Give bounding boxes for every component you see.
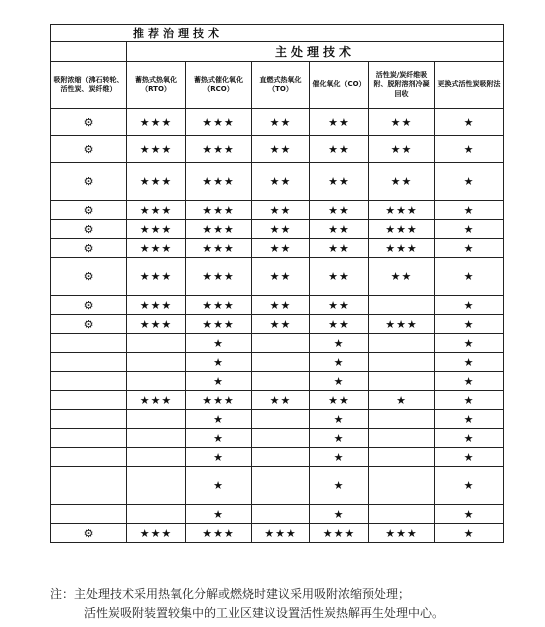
- rating-stars: [252, 353, 310, 372]
- gear-icon: ⚙: [51, 109, 127, 136]
- rating-stars: ★: [435, 136, 504, 163]
- table-row: [51, 334, 504, 353]
- gear-icon: ⚙: [51, 239, 127, 258]
- rating-stars: ★★★: [186, 296, 252, 315]
- rating-stars: [252, 334, 310, 353]
- rating-stars: [252, 410, 310, 429]
- rating-stars: ★: [310, 410, 369, 429]
- gear-icon: ⚙: [51, 258, 127, 296]
- table-row: [51, 315, 504, 334]
- rating-stars: [127, 448, 186, 467]
- rating-stars: [252, 448, 310, 467]
- rating-stars: ★★: [252, 220, 310, 239]
- rating-stars: ★★★: [127, 296, 186, 315]
- table-row: [51, 163, 504, 201]
- rating-stars: [369, 429, 435, 448]
- table-row: [51, 372, 504, 391]
- rating-stars: ★: [186, 429, 252, 448]
- rating-stars: [252, 429, 310, 448]
- rating-stars: [369, 296, 435, 315]
- table-row: [51, 353, 504, 372]
- rating-stars: ★★: [369, 136, 435, 163]
- rating-stars: ★: [310, 429, 369, 448]
- rating-stars: ★★★: [252, 524, 310, 543]
- rating-stars: ★★★: [186, 258, 252, 296]
- col-header-replaceable-carbon: 更换式活性炭吸附法: [435, 62, 504, 109]
- rating-stars: ★★: [252, 201, 310, 220]
- rating-stars: ★★★: [369, 524, 435, 543]
- rating-stars: ★★: [369, 109, 435, 136]
- gear-icon: [51, 429, 127, 448]
- rating-stars: ★: [435, 296, 504, 315]
- gear-icon: [51, 467, 127, 505]
- rating-stars: [369, 467, 435, 505]
- column-header-row: [51, 62, 504, 109]
- rating-stars: [369, 353, 435, 372]
- rating-stars: ★: [186, 505, 252, 524]
- rating-stars: ★★: [252, 239, 310, 258]
- rating-stars: ★: [435, 109, 504, 136]
- rating-stars: ★: [310, 505, 369, 524]
- rating-stars: ★★: [310, 296, 369, 315]
- gear-icon: [51, 391, 127, 410]
- rating-stars: ★: [369, 391, 435, 410]
- gear-icon: [51, 372, 127, 391]
- rating-stars: [252, 505, 310, 524]
- table-row: [51, 220, 504, 239]
- rating-stars: ★★★: [186, 239, 252, 258]
- table-row: [51, 258, 504, 296]
- rating-stars: ★★: [252, 258, 310, 296]
- rating-stars: ★★: [252, 296, 310, 315]
- rating-stars: ★★: [310, 239, 369, 258]
- rating-stars: [127, 353, 186, 372]
- gear-icon: [51, 448, 127, 467]
- rating-stars: ★: [435, 429, 504, 448]
- rating-stars: ★: [435, 505, 504, 524]
- rating-stars: ★: [186, 467, 252, 505]
- footnote-line-2: 活性炭吸附装置较集中的工业区建议设置活性炭热解再生处理中心。: [84, 606, 445, 620]
- rating-stars: [252, 372, 310, 391]
- gear-icon: ⚙: [51, 201, 127, 220]
- footnote: [50, 585, 444, 623]
- gear-icon: ⚙: [51, 524, 127, 543]
- table-row: [51, 467, 504, 505]
- rating-stars: ★: [435, 410, 504, 429]
- rating-stars: ★: [435, 391, 504, 410]
- table-row: [51, 524, 504, 543]
- col-header-to: 直燃式热氧化（TO）: [252, 62, 310, 109]
- gear-icon: ⚙: [51, 163, 127, 201]
- rating-stars: ★: [186, 372, 252, 391]
- table-row: [51, 448, 504, 467]
- rating-stars: ★: [310, 353, 369, 372]
- rating-stars: ★: [310, 448, 369, 467]
- rating-stars: ★: [186, 410, 252, 429]
- table-row: [51, 505, 504, 524]
- rating-stars: [369, 448, 435, 467]
- table-row: [51, 410, 504, 429]
- rating-stars: ★★: [310, 315, 369, 334]
- rating-stars: ★★: [310, 258, 369, 296]
- table-row: [51, 429, 504, 448]
- table-row: [51, 296, 504, 315]
- table-row: [51, 201, 504, 220]
- rating-stars: ★★★: [127, 524, 186, 543]
- main-header: 主处理技术: [127, 42, 504, 62]
- rating-stars: ★: [435, 524, 504, 543]
- rating-stars: ★: [435, 163, 504, 201]
- rating-stars: ★★: [310, 201, 369, 220]
- rating-stars: [127, 467, 186, 505]
- rating-stars: [127, 334, 186, 353]
- rating-stars: [127, 429, 186, 448]
- rating-stars: ★★★: [369, 201, 435, 220]
- rating-stars: [127, 372, 186, 391]
- rating-stars: ★★★: [127, 201, 186, 220]
- rating-stars: ★★: [369, 258, 435, 296]
- rating-stars: ★★★: [186, 220, 252, 239]
- footnote-line-1: 注：主处理技术采用热氧化分解或燃烧时建议采用吸附浓缩预处理；: [50, 587, 411, 601]
- rating-stars: ★★: [252, 136, 310, 163]
- rating-stars: ★: [435, 220, 504, 239]
- rating-stars: ★★: [310, 391, 369, 410]
- rating-stars: ★★★: [186, 201, 252, 220]
- rating-stars: ★: [310, 372, 369, 391]
- rating-stars: ★★★: [127, 109, 186, 136]
- rating-stars: ★★★: [127, 163, 186, 201]
- rating-stars: ★★★: [369, 220, 435, 239]
- rating-stars: ★: [435, 353, 504, 372]
- col-header-co: 催化氧化（CO）: [310, 62, 369, 109]
- rating-stars: ★: [435, 201, 504, 220]
- rating-stars: ★: [310, 467, 369, 505]
- rating-stars: ★★★: [369, 239, 435, 258]
- rating-stars: ★★: [310, 136, 369, 163]
- col-header-carbon-recovery: 活性炭/炭纤维吸附、脱附溶剂冷凝回收: [369, 62, 435, 109]
- rating-stars: ★★: [310, 163, 369, 201]
- rating-stars: ★★: [310, 109, 369, 136]
- rating-stars: ★: [186, 334, 252, 353]
- rating-stars: [369, 372, 435, 391]
- rating-stars: ★: [435, 239, 504, 258]
- rating-stars: ★★: [310, 220, 369, 239]
- table-row: [51, 136, 504, 163]
- rating-stars: ★: [435, 467, 504, 505]
- gear-icon: [51, 334, 127, 353]
- rating-stars: ★★★: [186, 109, 252, 136]
- rating-stars: [369, 334, 435, 353]
- rating-stars: ★: [435, 258, 504, 296]
- rating-stars: ★: [435, 372, 504, 391]
- rating-stars: [252, 467, 310, 505]
- rating-stars: ★★★: [186, 315, 252, 334]
- gear-icon: ⚙: [51, 315, 127, 334]
- rating-stars: ★: [435, 334, 504, 353]
- table-row: [51, 239, 504, 258]
- col-header-rco: 蓄热式催化氧化（RCO）: [186, 62, 252, 109]
- rating-stars: ★★★: [127, 315, 186, 334]
- rating-stars: [369, 410, 435, 429]
- col-header-rto: 蓄热式热氧化（RTO）: [127, 62, 186, 109]
- blank-corner: [51, 42, 127, 62]
- rating-stars: ★★: [252, 163, 310, 201]
- rating-stars: [369, 505, 435, 524]
- gear-icon: ⚙: [51, 220, 127, 239]
- gear-icon: ⚙: [51, 136, 127, 163]
- rating-stars: ★★★: [127, 239, 186, 258]
- rating-stars: ★: [186, 448, 252, 467]
- rating-stars: ★★: [252, 109, 310, 136]
- rating-stars: ★★★: [369, 315, 435, 334]
- rating-stars: ★★★: [127, 391, 186, 410]
- col-header-adsorption-concentration: 吸附浓缩（沸石转轮、活性炭、炭纤维）: [51, 62, 127, 109]
- recommended-treatment-table: [50, 24, 504, 543]
- rating-stars: ★: [435, 448, 504, 467]
- rating-stars: ★: [310, 334, 369, 353]
- rating-stars: ★★: [369, 163, 435, 201]
- rating-stars: ★★★: [310, 524, 369, 543]
- rating-stars: ★: [186, 353, 252, 372]
- gear-icon: [51, 505, 127, 524]
- gear-icon: ⚙: [51, 296, 127, 315]
- table-row: [51, 109, 504, 136]
- rating-stars: [127, 505, 186, 524]
- rating-stars: ★★★: [186, 136, 252, 163]
- table-row: [51, 391, 504, 410]
- rating-stars: ★★: [252, 315, 310, 334]
- rating-stars: ★★★: [127, 220, 186, 239]
- rating-stars: ★★★: [127, 258, 186, 296]
- table-title: 推荐治理技术: [51, 25, 504, 42]
- gear-icon: [51, 410, 127, 429]
- table-body: [51, 109, 504, 543]
- rating-stars: ★★★: [127, 136, 186, 163]
- rating-stars: ★: [435, 315, 504, 334]
- rating-stars: ★★: [252, 391, 310, 410]
- rating-stars: ★★★: [186, 524, 252, 543]
- rating-stars: [127, 410, 186, 429]
- rating-stars: ★★★: [186, 163, 252, 201]
- rating-stars: ★★★: [186, 391, 252, 410]
- gear-icon: [51, 353, 127, 372]
